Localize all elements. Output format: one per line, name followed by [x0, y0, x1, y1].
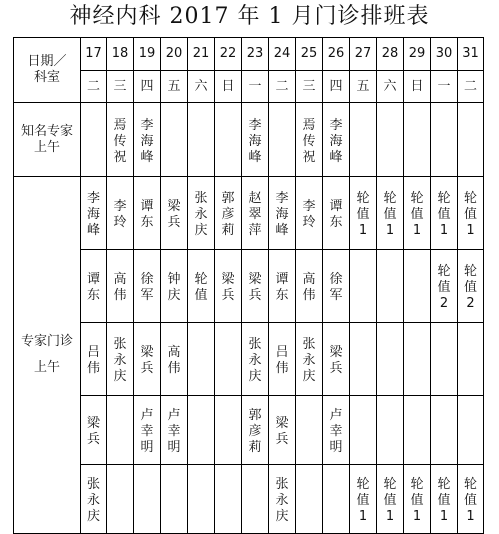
date-cell: 29 [404, 38, 431, 71]
doctor-name: 赵翠萍 [248, 191, 262, 238]
corner-label-date: 日期／ [27, 54, 67, 69]
expert-clinic-cell [323, 396, 350, 465]
expert-clinic-cell [134, 250, 161, 323]
doctor-name: 梁兵 [221, 272, 235, 303]
date-cell: 17 [81, 38, 107, 71]
expert-clinic-cell [215, 323, 242, 396]
expert-clinic-row [14, 323, 484, 396]
doctor-name: 轮值1 [356, 191, 370, 238]
doctor-name: 李海峰 [248, 117, 262, 165]
doctor-name: 李海峰 [86, 191, 100, 238]
doctor-name: 梁兵 [248, 272, 262, 303]
weekday-cell: 一 [431, 71, 458, 103]
doctor-name: 钟庆 [167, 272, 181, 303]
doctor-name: 梁兵 [329, 345, 343, 376]
expert-clinic-cell [134, 323, 161, 396]
expert-clinic-cell [242, 396, 269, 465]
expert-clinic-cell [242, 323, 269, 396]
expert-clinic-cell [188, 323, 215, 396]
weekday-cell: 四 [134, 71, 161, 103]
date-cell: 18 [107, 38, 134, 71]
doctor-name: 张永庆 [302, 337, 316, 384]
expert-clinic-row [14, 465, 484, 534]
expert-clinic-cell [350, 250, 377, 323]
expert-clinic-cell [323, 177, 350, 250]
expert-clinic-cell [242, 465, 269, 534]
doctor-name: 卢幸明 [167, 408, 181, 455]
doctor-name: 高伟 [113, 272, 127, 303]
expert-clinic-cell [458, 323, 484, 396]
expert-clinic-row [14, 396, 484, 465]
expert-clinic-cell [377, 250, 404, 323]
doctor-name: 轮值1 [437, 191, 451, 238]
expert-clinic-cell [188, 250, 215, 323]
expert-clinic-cell [242, 177, 269, 250]
famous-expert-cell [377, 103, 404, 177]
famous-expert-label-line2: 上午 [33, 139, 60, 155]
doctor-name: 李海峰 [140, 117, 154, 165]
schedule-table [13, 37, 484, 534]
doctor-name: 李玲 [302, 199, 316, 230]
expert-clinic-cell [134, 465, 161, 534]
expert-clinic-cell [404, 323, 431, 396]
famous-expert-label-line1: 知名专家 [20, 123, 73, 139]
doctor-name: 郭彦莉 [221, 191, 235, 238]
famous-expert-cell [215, 103, 242, 177]
expert-clinic-label [14, 177, 81, 534]
expert-clinic-cell [107, 465, 134, 534]
famous-expert-cell [458, 103, 484, 177]
date-cell: 25 [296, 38, 323, 71]
weekday-cell: 日 [215, 71, 242, 103]
weekday-header-row [14, 71, 484, 103]
famous-expert-cell [107, 103, 134, 177]
page-title: 神经内科 2017 年 1 月门诊排班表 [69, 4, 430, 29]
doctor-name: 郭彦莉 [248, 408, 262, 455]
expert-clinic-cell [161, 250, 188, 323]
doctor-name: 徐军 [329, 272, 343, 303]
doctor-name: 高伟 [302, 272, 316, 303]
expert-clinic-cell [377, 323, 404, 396]
doctor-name: 轮值1 [463, 477, 477, 524]
expert-clinic-cell [242, 250, 269, 323]
famous-expert-cell [404, 103, 431, 177]
famous-expert-cell [188, 103, 215, 177]
expert-clinic-cell [431, 177, 458, 250]
date-cell: 28 [377, 38, 404, 71]
famous-expert-cell [431, 103, 458, 177]
expert-clinic-cell [81, 396, 107, 465]
expert-clinic-cell [269, 250, 296, 323]
weekday-cell: 四 [323, 71, 350, 103]
expert-clinic-cell [431, 250, 458, 323]
expert-clinic-cell [350, 323, 377, 396]
expert-clinic-cell [458, 250, 484, 323]
expert-clinic-cell [458, 396, 484, 465]
date-cell: 30 [431, 38, 458, 71]
expert-clinic-cell [377, 396, 404, 465]
expert-clinic-cell [404, 465, 431, 534]
date-cell: 27 [350, 38, 377, 71]
weekday-cell: 三 [107, 71, 134, 103]
weekday-cell: 二 [458, 71, 484, 103]
expert-clinic-cell [107, 177, 134, 250]
expert-clinic-cell [350, 465, 377, 534]
expert-clinic-cell [107, 323, 134, 396]
expert-clinic-cell [431, 396, 458, 465]
expert-clinic-cell [323, 465, 350, 534]
weekday-cell: 一 [242, 71, 269, 103]
expert-clinic-cell [215, 396, 242, 465]
famous-expert-cell [81, 103, 107, 177]
weekday-cell: 五 [161, 71, 188, 103]
famous-expert-cell [242, 103, 269, 177]
doctor-name: 李玲 [113, 199, 127, 230]
doctor-name: 吕伟 [86, 345, 100, 376]
expert-clinic-cell [161, 177, 188, 250]
expert-clinic-cell [296, 250, 323, 323]
expert-clinic-cell [296, 465, 323, 534]
weekday-cell: 五 [350, 71, 377, 103]
expert-clinic-cell [323, 323, 350, 396]
doctor-name: 李海峰 [329, 117, 343, 165]
doctor-name: 李海峰 [275, 191, 289, 238]
doctor-name: 张永庆 [113, 337, 127, 384]
doctor-name: 梁兵 [167, 199, 181, 230]
doctor-name: 卢幸明 [329, 408, 343, 455]
expert-clinic-cell [377, 177, 404, 250]
doctor-name: 谭东 [329, 199, 343, 230]
expert-clinic-cell [377, 465, 404, 534]
famous-expert-cell [161, 103, 188, 177]
expert-clinic-cell [269, 396, 296, 465]
doctor-name: 张永庆 [194, 191, 208, 238]
doctor-name: 焉传祝 [302, 117, 316, 165]
expert-clinic-cell [404, 396, 431, 465]
label-spacer [14, 350, 80, 360]
doctor-name: 吕伟 [275, 345, 289, 376]
expert-clinic-row [14, 250, 484, 323]
doctor-name: 焉传祝 [113, 117, 127, 165]
doctor-name: 轮值1 [356, 477, 370, 524]
date-cell: 24 [269, 38, 296, 71]
famous-expert-row [14, 103, 484, 177]
doctor-name: 轮值1 [410, 191, 424, 238]
expert-clinic-cell [404, 250, 431, 323]
expert-clinic-cell [458, 465, 484, 534]
doctor-name: 谭东 [86, 272, 100, 303]
expert-clinic-cell [215, 250, 242, 323]
doctor-name: 梁兵 [275, 416, 289, 447]
expert-clinic-cell [269, 177, 296, 250]
expert-clinic-cell [81, 250, 107, 323]
famous-expert-cell [323, 103, 350, 177]
expert-clinic-cell [188, 396, 215, 465]
doctor-name: 轮值1 [383, 477, 397, 524]
expert-clinic-cell [269, 465, 296, 534]
date-cell: 31 [458, 38, 484, 71]
weekday-cell: 二 [269, 71, 296, 103]
doctor-name: 梁兵 [86, 416, 100, 447]
weekday-cell: 六 [377, 71, 404, 103]
expert-clinic-cell [161, 323, 188, 396]
famous-expert-cell [296, 103, 323, 177]
expert-clinic-cell [161, 465, 188, 534]
expert-clinic-cell [81, 177, 107, 250]
doctor-name: 徐军 [140, 272, 154, 303]
date-cell: 21 [188, 38, 215, 71]
doctor-name: 谭东 [140, 199, 154, 230]
expert-clinic-cell [296, 323, 323, 396]
expert-clinic-cell [81, 323, 107, 396]
doctor-name: 张永庆 [248, 337, 262, 384]
weekday-cell: 六 [188, 71, 215, 103]
famous-expert-cell [350, 103, 377, 177]
expert-clinic-cell [134, 396, 161, 465]
doctor-name: 轮值1 [383, 191, 397, 238]
doctor-name: 轮值2 [437, 264, 451, 311]
weekday-cell: 三 [296, 71, 323, 103]
expert-clinic-cell [188, 465, 215, 534]
expert-clinic-label-line2: 上午 [33, 360, 60, 375]
expert-clinic-cell [404, 177, 431, 250]
expert-clinic-cell [161, 396, 188, 465]
doctor-name: 卢幸明 [140, 408, 154, 455]
doctor-name: 轮值1 [437, 477, 451, 524]
expert-clinic-cell [350, 396, 377, 465]
weekday-cell: 日 [404, 71, 431, 103]
doctor-name: 轮值1 [410, 477, 424, 524]
doctor-name: 梁兵 [140, 345, 154, 376]
doctor-name: 轮值2 [463, 264, 477, 311]
doctor-name: 张永庆 [86, 477, 100, 524]
date-header-row [14, 38, 484, 71]
corner-header [14, 38, 81, 103]
expert-clinic-cell [215, 177, 242, 250]
weekday-cell: 二 [81, 71, 107, 103]
expert-clinic-cell [458, 177, 484, 250]
famous-expert-label [14, 103, 81, 177]
expert-clinic-cell [296, 396, 323, 465]
doctor-name: 轮值1 [463, 191, 477, 238]
date-cell: 20 [161, 38, 188, 71]
expert-clinic-cell [81, 465, 107, 534]
expert-clinic-cell [431, 323, 458, 396]
doctor-name: 轮值 [194, 272, 208, 303]
expert-clinic-cell [134, 177, 161, 250]
expert-clinic-cell [269, 323, 296, 396]
date-cell: 19 [134, 38, 161, 71]
expert-clinic-row [14, 177, 484, 250]
famous-expert-cell [134, 103, 161, 177]
expert-clinic-cell [215, 465, 242, 534]
expert-clinic-cell [107, 250, 134, 323]
doctor-name: 张永庆 [275, 477, 289, 524]
expert-clinic-cell [107, 396, 134, 465]
expert-clinic-cell [431, 465, 458, 534]
expert-clinic-cell [296, 177, 323, 250]
famous-expert-cell [269, 103, 296, 177]
corner-label-dept: 科室 [33, 70, 60, 85]
doctor-name: 谭东 [275, 272, 289, 303]
expert-clinic-cell [350, 177, 377, 250]
date-cell: 26 [323, 38, 350, 71]
doctor-name: 高伟 [167, 345, 181, 376]
expert-clinic-label-line1: 专家门诊 [20, 334, 73, 349]
expert-clinic-cell [323, 250, 350, 323]
expert-clinic-cell [188, 177, 215, 250]
date-cell: 22 [215, 38, 242, 71]
date-cell: 23 [242, 38, 269, 71]
